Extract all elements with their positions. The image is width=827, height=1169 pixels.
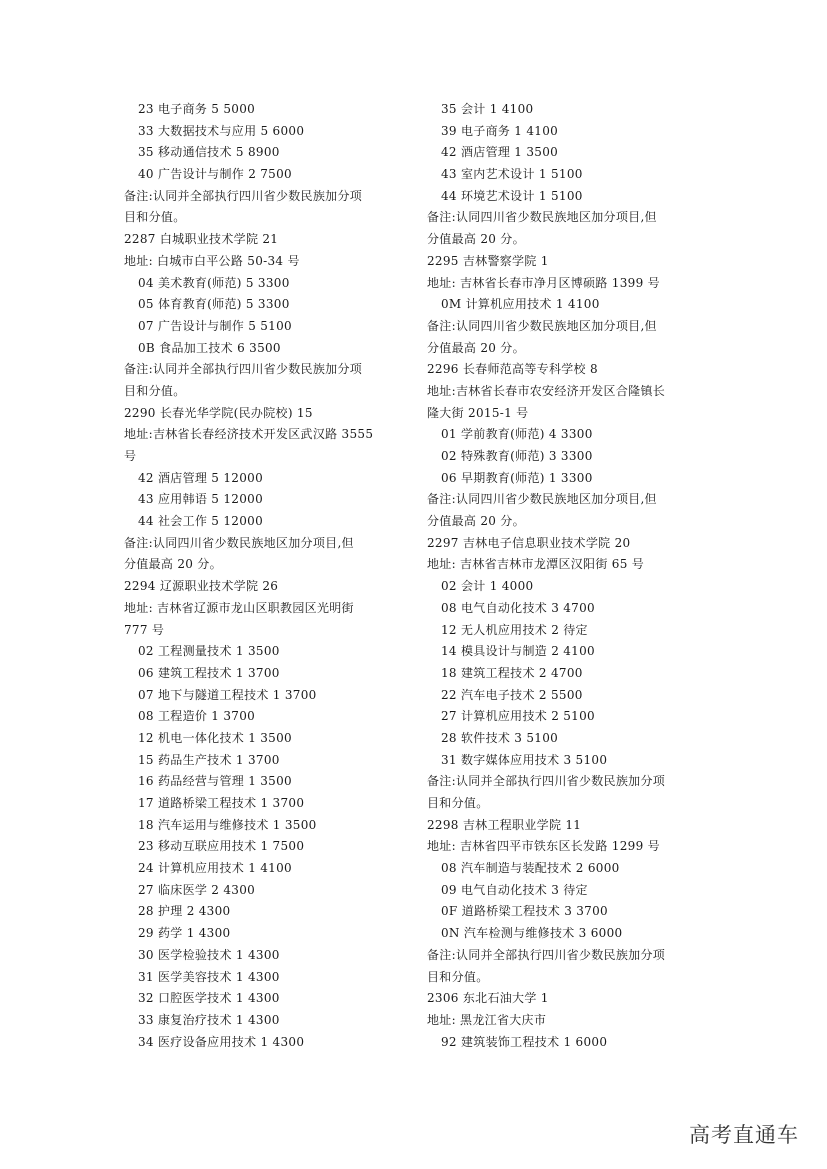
major-line: 01 学前教育(师范) 4 3300	[441, 427, 593, 442]
text-line: 备注:认同并全部执行四川省少数民族加分项	[124, 362, 363, 377]
text-line: 777 号	[124, 622, 165, 637]
major-line: 27 临床医学 2 4300	[138, 882, 256, 897]
major-line: 27 计算机应用技术 2 5100	[441, 709, 595, 724]
major-line: 33 康复治疗技术 1 4300	[138, 1012, 280, 1027]
major-line: 34 医疗设备应用技术 1 4300	[138, 1034, 305, 1049]
major-line: 24 计算机应用技术 1 4100	[138, 861, 292, 876]
text-line: 号	[124, 449, 137, 463]
major-line: 18 建筑工程技术 2 4700	[441, 665, 583, 680]
major-line: 42 酒店管理 5 12000	[138, 470, 264, 485]
text-line: 2297 吉林电子信息职业技术学院 20	[427, 535, 631, 550]
major-line: 40 广告设计与制作 2 7500	[138, 167, 292, 182]
text-line: 地址: 白城市白平公路 50-34 号	[124, 253, 300, 268]
major-line: 28 软件技术 3 5100	[441, 730, 559, 745]
major-line: 14 模具设计与制造 2 4100	[441, 644, 595, 659]
major-line: 31 医学美容技术 1 4300	[138, 969, 280, 984]
text-line: 分值最高 20 分。	[427, 340, 525, 355]
major-line: 02 会计 1 4000	[441, 579, 534, 594]
text-line: 地址:吉林省长春经济技术开发区武汉路 3555	[124, 427, 374, 442]
major-line: 43 应用韩语 5 12000	[138, 492, 264, 507]
text-line: 分值最高 20 分。	[427, 232, 525, 247]
text-line: 2306 东北石油大学 1	[427, 991, 549, 1006]
text-line: 地址: 吉林省辽源市龙山区职教园区光明街	[124, 600, 354, 615]
text-line: 目和分值。	[124, 383, 186, 398]
text-line: 目和分值。	[124, 210, 186, 225]
left-column	[124, 99, 414, 1053]
text-line: 地址: 吉林省长春市净月区博硕路 1399 号	[427, 275, 660, 290]
major-line: 35 会计 1 4100	[441, 102, 534, 116]
text-line: 地址: 黑龙江省大庆市	[427, 1012, 547, 1027]
major-line: 23 电子商务 5 5000	[138, 102, 256, 116]
major-line: 31 数字媒体应用技术 3 5100	[441, 752, 608, 767]
major-line: 35 移动通信技术 5 8900	[138, 145, 280, 160]
text-line: 2287 白城职业技术学院 21	[124, 232, 279, 247]
major-line: 0B 食品加工技术 6 3500	[138, 340, 281, 355]
text-line: 隆大街 2015-1 号	[427, 405, 529, 420]
text-line: 备注:认同并全部执行四川省少数民族加分项	[124, 188, 363, 203]
major-line: 02 特殊教育(师范) 3 3300	[441, 449, 593, 463]
major-line: 22 汽车电子技术 2 5500	[441, 687, 583, 702]
major-line: 02 工程测量技术 1 3500	[138, 644, 280, 659]
major-line: 43 室内艺术设计 1 5100	[441, 167, 583, 182]
major-line: 15 药品生产技术 1 3700	[138, 752, 280, 767]
major-line: 32 口腔医学技术 1 4300	[138, 991, 280, 1006]
major-line: 39 电子商务 1 4100	[441, 123, 559, 138]
major-line: 23 移动互联应用技术 1 7500	[138, 839, 305, 854]
text-line: 备注:认同并全部执行四川省少数民族加分项	[427, 774, 666, 789]
text-line: 备注:认同四川省少数民族地区加分项目,但	[427, 210, 657, 225]
major-line: 33 大数据技术与应用 5 6000	[138, 123, 305, 138]
major-line: 07 广告设计与制作 5 5100	[138, 318, 292, 333]
major-line: 44 社会工作 5 12000	[138, 514, 264, 529]
major-line: 09 电气自动化技术 3 待定	[441, 882, 588, 897]
major-line: 0F 道路桥梁工程技术 3 3700	[441, 904, 608, 919]
text-line: 备注:认同四川省少数民族地区加分项目,但	[124, 535, 354, 550]
major-line: 06 建筑工程技术 1 3700	[138, 665, 280, 680]
text-line: 2298 吉林工程职业学院 11	[427, 817, 582, 832]
text-line: 2290 长春光华学院(民办院校) 15	[124, 405, 313, 420]
major-line: 42 酒店管理 1 3500	[441, 145, 559, 160]
text-line: 地址: 吉林省四平市铁东区长发路 1299 号	[427, 839, 660, 854]
major-line: 18 汽车运用与维修技术 1 3500	[138, 817, 317, 832]
text-line: 地址:吉林省长春市农安经济开发区合隆镇长	[427, 383, 666, 398]
major-line: 16 药品经营与管理 1 3500	[138, 774, 292, 789]
major-line: 30 医学检验技术 1 4300	[138, 947, 280, 962]
major-line: 05 体育教育(师范) 5 3300	[138, 297, 290, 312]
major-line: 29 药学 1 4300	[138, 926, 231, 941]
text-line: 2295 吉林警察学院 1	[427, 253, 549, 268]
major-line: 92 建筑装饰工程技术 1 6000	[441, 1034, 608, 1049]
major-line: 12 机电一体化技术 1 3500	[138, 730, 292, 745]
text-line: 分值最高 20 分。	[427, 514, 525, 529]
text-line: 分值最高 20 分。	[124, 557, 222, 572]
major-line: 08 电气自动化技术 3 4700	[441, 600, 595, 615]
major-line: 08 工程造价 1 3700	[138, 709, 256, 724]
text-line: 备注:认同并全部执行四川省少数民族加分项	[427, 947, 666, 962]
major-line: 12 无人机应用技术 2 待定	[441, 622, 588, 637]
text-line: 目和分值。	[427, 969, 489, 984]
text-line: 2294 辽源职业技术学院 26	[124, 579, 279, 594]
major-line: 04 美术教育(师范) 5 3300	[138, 275, 290, 290]
major-line: 08 汽车制造与装配技术 2 6000	[441, 861, 620, 876]
major-line: 17 道路桥梁工程技术 1 3700	[138, 796, 305, 810]
text-line: 地址: 吉林省吉林市龙潭区汉阳街 65 号	[427, 557, 645, 572]
major-line: 0N 汽车检测与维修技术 3 6000	[441, 926, 623, 941]
major-line: 28 护理 2 4300	[138, 904, 231, 919]
major-line: 0M 计算机应用技术 1 4100	[441, 297, 600, 312]
text-line: 备注:认同四川省少数民族地区加分项目,但	[427, 318, 657, 333]
text-line: 备注:认同四川省少数民族地区加分项目,但	[427, 492, 657, 507]
major-line: 06 早期教育(师范) 1 3300	[441, 470, 593, 485]
text-line: 2296 长春师范高等专科学校 8	[427, 362, 598, 377]
major-line: 07 地下与隧道工程技术 1 3700	[138, 687, 317, 702]
watermark-logo: 高考直通车	[689, 1123, 799, 1147]
text-line: 目和分值。	[427, 796, 489, 810]
major-line: 44 环境艺术设计 1 5100	[441, 188, 583, 203]
right-column	[427, 99, 717, 1053]
